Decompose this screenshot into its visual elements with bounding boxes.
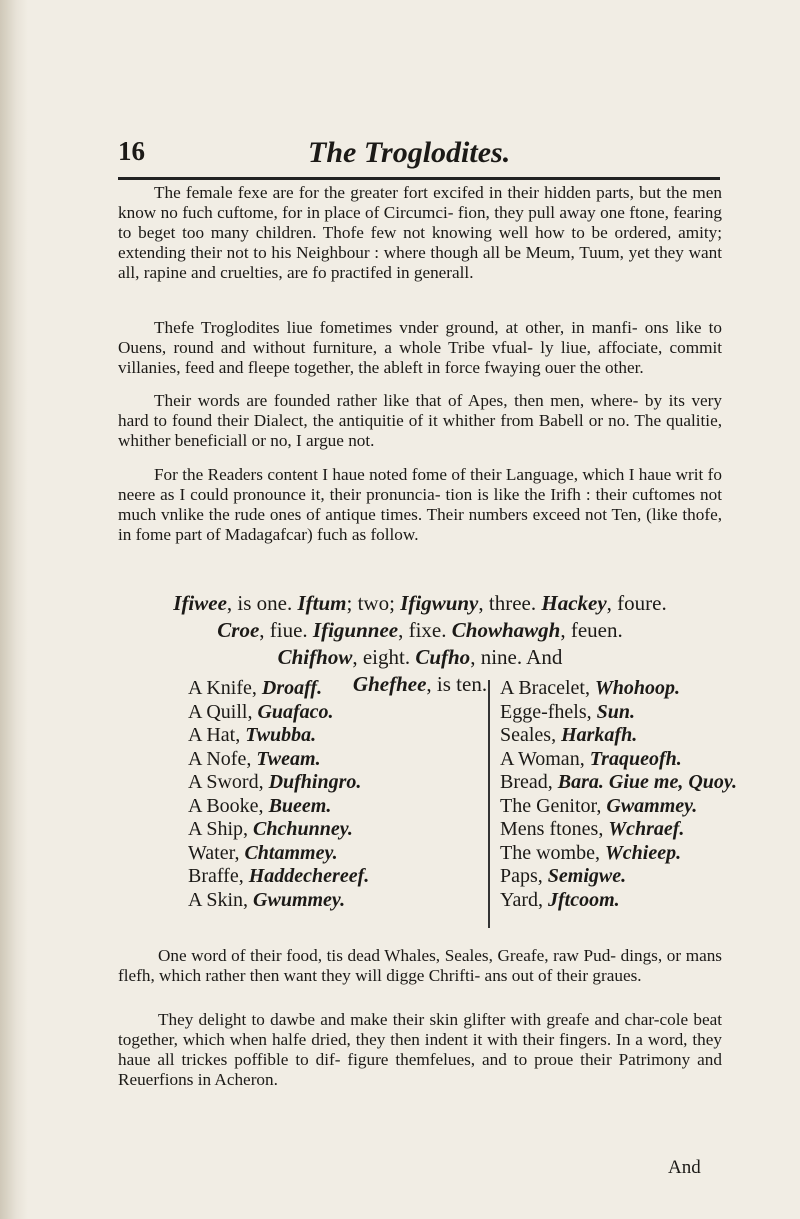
vocab-native: Wchieep. [604,841,682,864]
vocab-english: Bread, [500,771,558,793]
number-word: Cufho [415,645,471,669]
number-meaning: , nine. And [470,645,563,669]
vocab-native: Whohoop. [594,677,680,699]
vocab-english: A Booke, [188,794,269,817]
vocabulary-right-column [500,677,740,912]
paragraph-dwellings: Thefe Troglodites liue fometimes vnder ground, at other, in manfi- ons like to Ouens, round and without furniture, a whole Tribe vfual- ly liue, affociate, commit villanies, feed and fleepe together, the ableft in force fwaying ouer the other. [118,318,722,377]
paragraph-words: Their words are founded rather like that of Apes, then men, where- by its very hard to found their Dialect, the antiquitie of it whither from Babell or no. The qualitie, whither beneficiall or no, I argue not. [118,391,722,450]
number-word: Iftum [297,591,347,615]
number-word: Ifiwee [173,591,227,615]
number-word: Ghefhee [352,672,427,696]
number-meaning: , foure. [606,591,667,615]
catchword: And [668,1157,701,1178]
page-gutter-shadow [0,0,28,1219]
vocab-entry [188,889,418,913]
vocab-entry [188,771,418,795]
numbers-line [118,617,722,644]
vocab-native: Jftcoom. [547,888,620,911]
number-meaning: , eight. [352,645,416,669]
vocab-english: The wombe, [500,841,605,864]
number-word: Hackey [541,591,607,615]
vocab-native: Bara. Giue me, Quoy. [557,771,738,793]
vocab-entry [500,889,740,913]
vocab-native: Gwammey. [606,794,698,817]
vocab-entry [500,724,740,748]
vocab-english: A Bracelet, [500,677,595,699]
number-meaning: , is ten. [426,672,488,696]
vocab-english: A Woman, [500,747,590,770]
vocab-native: Chchunney. [253,818,353,840]
number-word: Chifhow [277,645,353,669]
vocab-native: Wchraef. [608,818,685,840]
number-word: Croe [217,618,260,642]
vocab-native: Harkafh. [561,724,638,746]
vocab-entry [188,795,418,819]
number-word: Ifigunnee [312,618,399,642]
vocab-english: A Nofe, [188,747,257,770]
page-header [118,136,718,176]
number-meaning: , three. [478,591,542,615]
vocab-entry [500,865,740,889]
vocab-english: Water, [188,841,245,864]
vocab-english: A Skin, [188,888,254,911]
vocab-native: Twubba. [245,724,317,746]
vocab-english: Seales, [500,724,562,746]
vocab-english: Braffe, [188,865,249,887]
vocab-entry [500,748,740,772]
vocab-native: Sun. [596,700,636,723]
vocab-english: A Quill, [188,700,258,723]
vocab-native: Semigwe. [547,865,627,887]
vocab-entry [500,842,740,866]
header-rule [118,177,720,180]
vocab-entry [188,724,418,748]
vocab-entry [188,865,418,889]
vocabulary-left-column [188,677,418,912]
page-number: 16 [118,136,145,166]
vocab-english: The Genitor, [500,794,607,817]
number-word: Chowhawgh [451,618,561,642]
vocab-native: Traqueofh. [589,747,682,770]
vocab-entry [188,748,418,772]
vocab-english: A Hat, [188,724,246,746]
vocab-native: Bueem. [268,794,332,817]
number-meaning: , fixe. [398,618,452,642]
number-meaning: ; two; [346,591,401,615]
vocab-english: Egge-fhels, [500,700,597,723]
vocab-native: Dufhingro. [268,771,362,793]
vocab-entry [500,677,740,701]
number-meaning: , is one. [226,591,298,615]
vocab-entry [500,701,740,725]
vocab-entry [500,795,740,819]
vocab-native: Droaff. [261,677,323,699]
number-meaning: , feuen. [560,618,623,642]
vocab-entry [500,771,740,795]
vocab-english: Yard, [500,888,548,911]
paragraph-female-custom: The female fexe are for the greater fort excifed in their hidden parts, but the men know no fuch cuftome, for in place of Circumci- fion, they pull away one ftone, fearing to beget too many children. Thofe few not knowing well how to be ordered, amity; extending their not to his Neighbour : where though all be Meum, Tuum, yet they want all, rapine and cruelties, are fo practifed in generall. [118,183,722,282]
paragraph-grease: They delight to dawbe and make their skin glifter with greafe and char-cole beat together, which when halfe dried, they then indent it with their fingers. In a word, they haue all trickes poffible to dif- figure themfelues, and to proue their Patrimony and Reuerfions in Acheron. [118,1010,722,1089]
vocab-native: Gwummey. [253,888,346,911]
vocab-english: Paps, [500,865,548,887]
number-word: Ifigwuny [400,591,479,615]
vocab-english: A Knife, [188,677,262,699]
vocab-entry [500,818,740,842]
vocabulary-divider [488,680,490,928]
vocab-native: Tweam. [256,747,321,770]
numbers-line [118,590,722,617]
vocab-native: Haddechereef. [248,865,370,887]
vocab-native: Chtammey. [244,841,338,864]
paragraph-food: One word of their food, tis dead Whales, Seales, Greafe, raw Pud- dings, or mans flefh, which rather then want they will digge Chrifti- ans out of their graues. [118,946,722,985]
paragraph-language: For the Readers content I haue noted fome of their Language, which I haue writ fo neere as I could pronounce it, their pronuncia- tion is like the Irifh : their cuftomes not much vnlike the rude ones of antique times. Their numbers exceed not Ten, (like thofe, in fome part of Madagafcar) fuch as follow. [118,465,722,544]
vocab-english: Mens ftones, [500,818,609,840]
vocab-english: A Ship, [188,818,254,840]
vocab-entry [188,842,418,866]
running-title: The Troglodites. [308,136,511,169]
vocab-entry [188,701,418,725]
vocab-entry [188,677,418,701]
vocab-native: Guafaco. [257,700,334,723]
vocab-entry [188,818,418,842]
numbers-line [118,644,722,671]
vocab-english: A Sword, [188,771,269,793]
number-meaning: , fiue. [259,618,313,642]
